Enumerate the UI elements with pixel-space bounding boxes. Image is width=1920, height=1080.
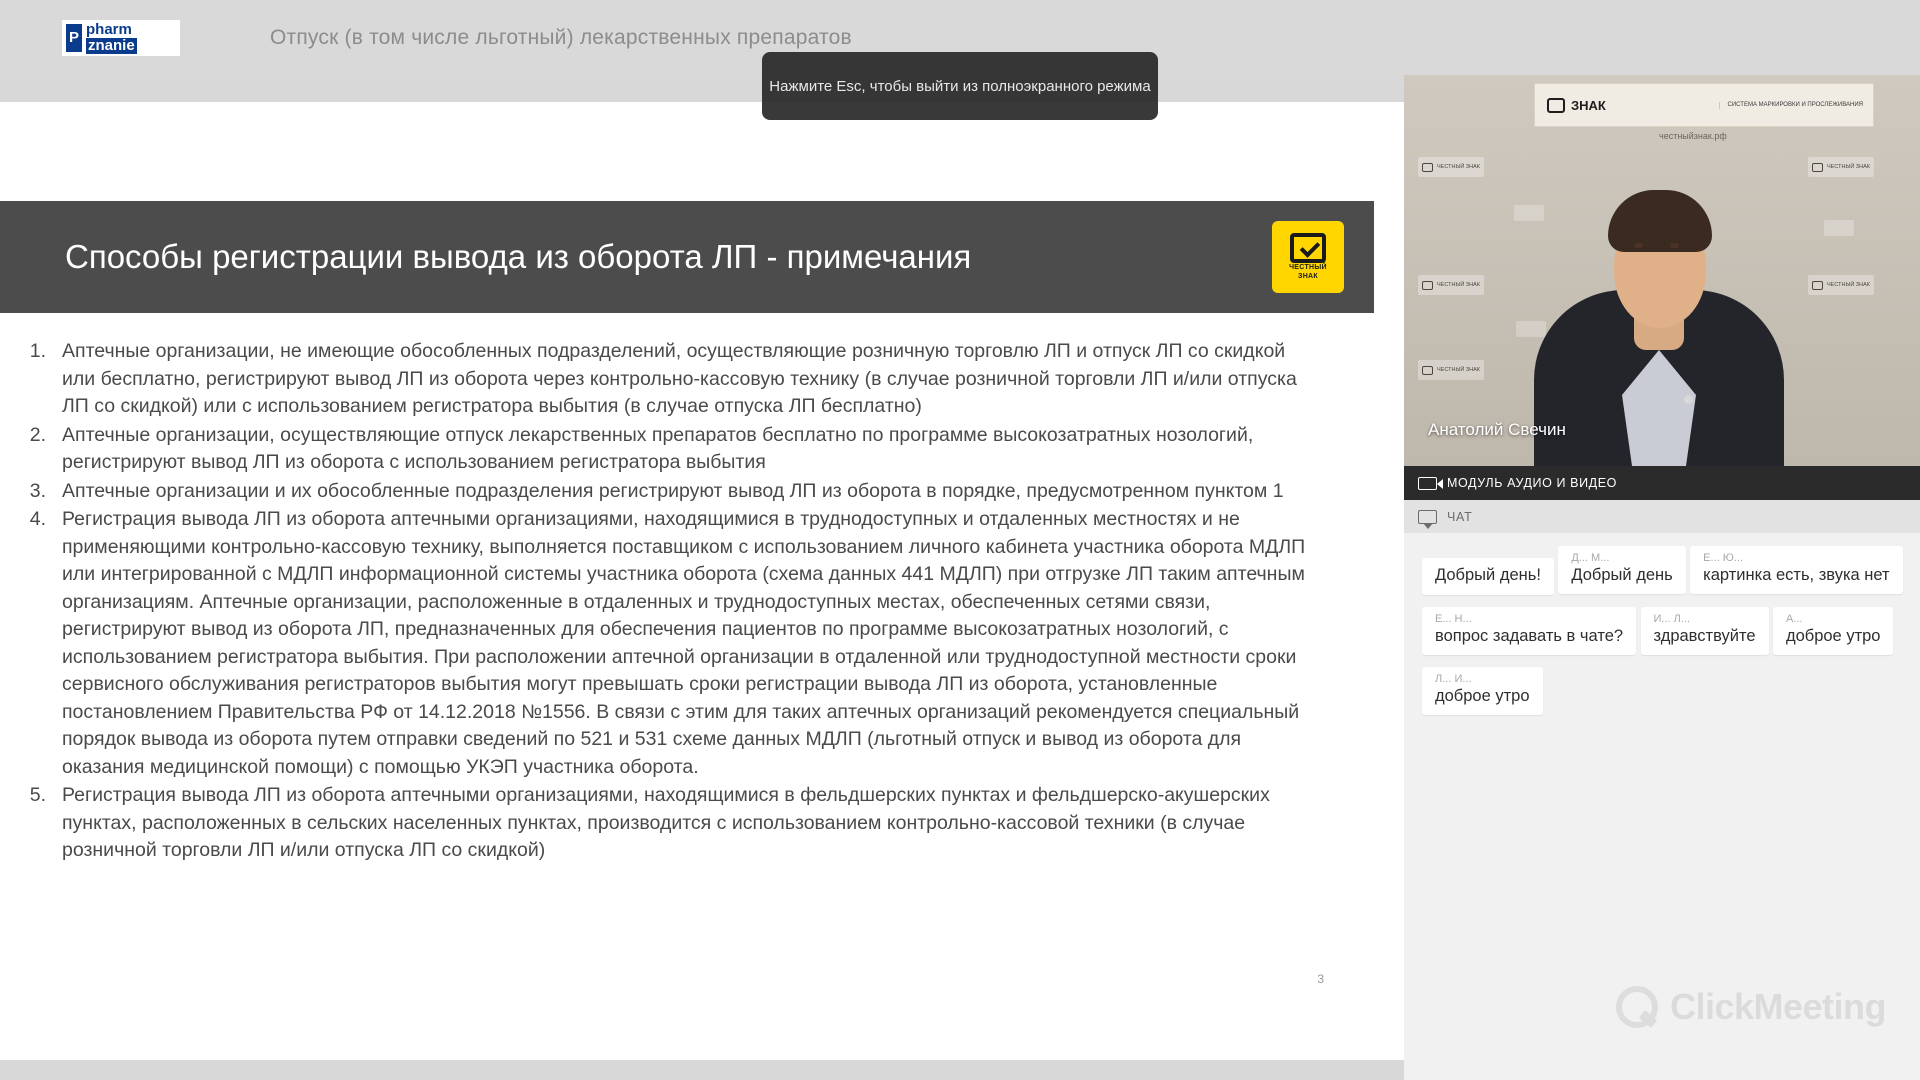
logo-mark-icon: P bbox=[66, 24, 82, 52]
list-item-text: Аптечные организации и их обособленные подразделения регистрируют вывод ЛП из оборота в порядке, предусмотренном пунктом 1 bbox=[62, 479, 1284, 502]
backdrop-tile bbox=[1418, 157, 1484, 177]
backdrop-tile bbox=[1808, 157, 1874, 177]
list-item bbox=[0, 506, 1374, 781]
right-panel bbox=[1404, 75, 1920, 1080]
chat-message-author: А... bbox=[1785, 613, 1803, 625]
logo-line-2: znanie bbox=[88, 36, 135, 54]
backdrop-tile bbox=[1418, 275, 1484, 295]
backdrop-tile-label: ЧЕСТНЫЙ ЗНАК bbox=[1827, 164, 1870, 170]
chat-message bbox=[1773, 607, 1894, 655]
backdrop-tile bbox=[1418, 360, 1484, 380]
logo-line-1: pharm bbox=[86, 20, 132, 38]
chat-message-author: Е... Ю... bbox=[1703, 552, 1744, 564]
chat-header-label: ЧАТ bbox=[1447, 509, 1473, 524]
chat-message-author: И... Л... bbox=[1653, 613, 1691, 625]
fullscreen-esc-toast: Нажмите Esc, чтобы выйти из полноэкранного режима bbox=[762, 52, 1158, 120]
backdrop-tile-label: ЧЕСТНЫЙ ЗНАК bbox=[1437, 282, 1480, 288]
backdrop-tile-label: ЧЕСТНЫЙ ЗНАК bbox=[1437, 164, 1480, 170]
chat-message bbox=[1558, 546, 1685, 594]
presenter-figure bbox=[1534, 115, 1784, 500]
backdrop-brand-subtitle: СИСТЕМА МАРКИРОВКИ И ПРОСЛЕЖИВАНИЯ bbox=[1719, 102, 1873, 109]
slide bbox=[0, 102, 1404, 1060]
znak-mark-icon bbox=[1422, 163, 1433, 172]
chat-panel bbox=[1404, 500, 1920, 1080]
backdrop-tile bbox=[1808, 275, 1874, 295]
presenter-video[interactable] bbox=[1404, 75, 1920, 500]
list-item-number: 1. bbox=[29, 340, 46, 362]
chat-message bbox=[1422, 667, 1543, 715]
presenter-name: Анатолий Свечин bbox=[1428, 420, 1566, 439]
chat-message-list[interactable] bbox=[1404, 533, 1920, 1080]
chat-message-text: доброе утро bbox=[1785, 627, 1881, 645]
znak-mark-icon bbox=[1422, 281, 1433, 290]
backdrop-tile-small bbox=[1824, 220, 1854, 236]
backdrop-brand-title bbox=[1535, 98, 1606, 113]
logo-wordmark bbox=[86, 22, 137, 54]
list-item-number: 3. bbox=[29, 479, 46, 502]
list-item bbox=[0, 422, 1374, 477]
chat-message-text: Добрый день bbox=[1571, 566, 1673, 584]
chat-message bbox=[1422, 607, 1636, 655]
chat-message-author: Д... М... bbox=[1571, 552, 1610, 564]
slide-page-number: 3 bbox=[1317, 972, 1324, 986]
presenter-eye bbox=[1670, 243, 1679, 248]
list-item bbox=[0, 478, 1374, 506]
chat-message-text: вопрос задавать в чате? bbox=[1435, 627, 1624, 645]
webinar-title: Отпуск (в том числе льготный) лекарственных препаратов bbox=[270, 25, 852, 49]
chat-message-author: Л... И... bbox=[1435, 673, 1472, 685]
chat-message-text: картинка есть, звука нет bbox=[1703, 566, 1890, 584]
chat-message-text: здравствуйте bbox=[1653, 627, 1756, 645]
znak-mark-icon bbox=[1812, 163, 1823, 172]
chestny-znak-badge-icon bbox=[1272, 221, 1344, 293]
list-item-text: Аптечные организации, осуществляющие отпуск лекарственных препаратов бесплатно по программе высокозатратных нозологий, регистрируют вывод ЛП из оборота с использованием регистратора выбытия bbox=[62, 423, 1254, 473]
audio-video-module-label: МОДУЛЬ АУДИО И ВИДЕО bbox=[1447, 476, 1617, 490]
list-item-number: 2. bbox=[29, 423, 46, 446]
list-item-number: 5. bbox=[29, 784, 46, 806]
list-item-text: Регистрация вывода ЛП из оборота аптечными организациями, находящимися в фельдшерских пунктах и фельдшерско-акушерских пунктах, расположенных в сельских населенных пунктах, производится с использованием контрольно-кассовой техники (в случае розничной торговли ЛП и/или отпуска ЛП со скидкой) bbox=[62, 784, 1270, 861]
znak-badge-line2: ЗНАК bbox=[1298, 273, 1318, 280]
audio-video-module-bar[interactable] bbox=[1404, 466, 1920, 500]
chat-message bbox=[1641, 607, 1769, 655]
chat-message-author: Е... Н... bbox=[1435, 613, 1472, 625]
slide-viewport[interactable] bbox=[0, 75, 1404, 1080]
clickmeeting-wordmark: ClickMeeting bbox=[1669, 986, 1886, 1027]
znak-mark-icon bbox=[1812, 281, 1823, 290]
chat-message-text: доброе утро bbox=[1435, 687, 1530, 705]
camera-icon bbox=[1418, 477, 1437, 490]
znak-check-icon bbox=[1290, 233, 1326, 263]
pharmznanie-logo bbox=[62, 20, 180, 56]
list-item-text: Регистрация вывода ЛП из оборота аптечными организациями, находящимися в труднодоступных и отдаленных местностях и не применяющими контрольно-кассовую технику, выполняется поставщиком с использованием личного кабинета участника оборота МДЛП или интегрированной с МДЛП информационной системы участника оборота (схема данных 441 МДЛП) при отгрузке ЛП таким аптечным организациям. Аптечные организации, расположенные в отдаленных и труднодоступных местах, обеспеченных сетями связи, регистрируют вывод из оборота ЛП, предназначенных для обеспечения пациентов по программе высокозатратных нозологий, с использованием регистратора выбытия. При расположении аптечной организации в отдаленной или труднодоступной местности сроки сервисного обслуживания регистраторов выбытия могут превышать сроки регистрации вывода ЛП из оборота, установленные постановлением Правительства РФ от 14.12.2018 №1556. В связи с этим для таких аптечных организаций рекомендуется специальный порядок вывода из оборота путем отправки сведений по 521 и 531 схеме данных МДЛП (льготный отпуск и вывод из оборота для оказания медицинской помощи) с помощью УКЭП участника оборота. bbox=[62, 508, 1306, 778]
list-item bbox=[0, 782, 1374, 865]
znak-badge-line1: ЧЕСТНЫЙ bbox=[1289, 264, 1327, 271]
chat-message-text: Добрый день! bbox=[1435, 566, 1541, 584]
list-item-text: Аптечные организации, не имеющие обособленных подразделений, осуществляющие розничную торговлю ЛП и отпуск ЛП со скидкой или бесплатно, регистрируют вывод ЛП из оборота через контрольно-кассовую технику (в случае розничной торговли ЛП и/или отпуска ЛП со скидкой) или с использованием регистратора выбытия (в случае отпуска ЛП бесплатно) bbox=[62, 340, 1297, 417]
chat-message bbox=[1422, 558, 1554, 595]
znak-mark-icon bbox=[1547, 98, 1565, 113]
slide-body bbox=[0, 338, 1374, 866]
backdrop-tile-label: ЧЕСТНЫЙ ЗНАК bbox=[1437, 367, 1480, 373]
backdrop-brand-label: ЗНАК bbox=[1571, 97, 1606, 113]
list-item bbox=[0, 338, 1374, 421]
presenter-lapel-pin bbox=[1684, 395, 1693, 404]
backdrop-tile-label: ЧЕСТНЫЙ ЗНАК bbox=[1827, 282, 1870, 288]
presenter-eye bbox=[1634, 243, 1643, 248]
presenter-hair bbox=[1608, 190, 1712, 252]
slide-title: Способы регистрации вывода из оборота ЛП - примечания bbox=[65, 238, 972, 275]
znak-mark-icon bbox=[1422, 366, 1433, 375]
chat-header[interactable] bbox=[1404, 500, 1920, 533]
list-item-number: 4. bbox=[29, 508, 46, 530]
backdrop-url: честныйзнак.рф bbox=[1659, 131, 1727, 141]
slide-header bbox=[0, 201, 1374, 313]
chat-message bbox=[1690, 546, 1902, 594]
chat-bubble-icon bbox=[1418, 510, 1437, 524]
